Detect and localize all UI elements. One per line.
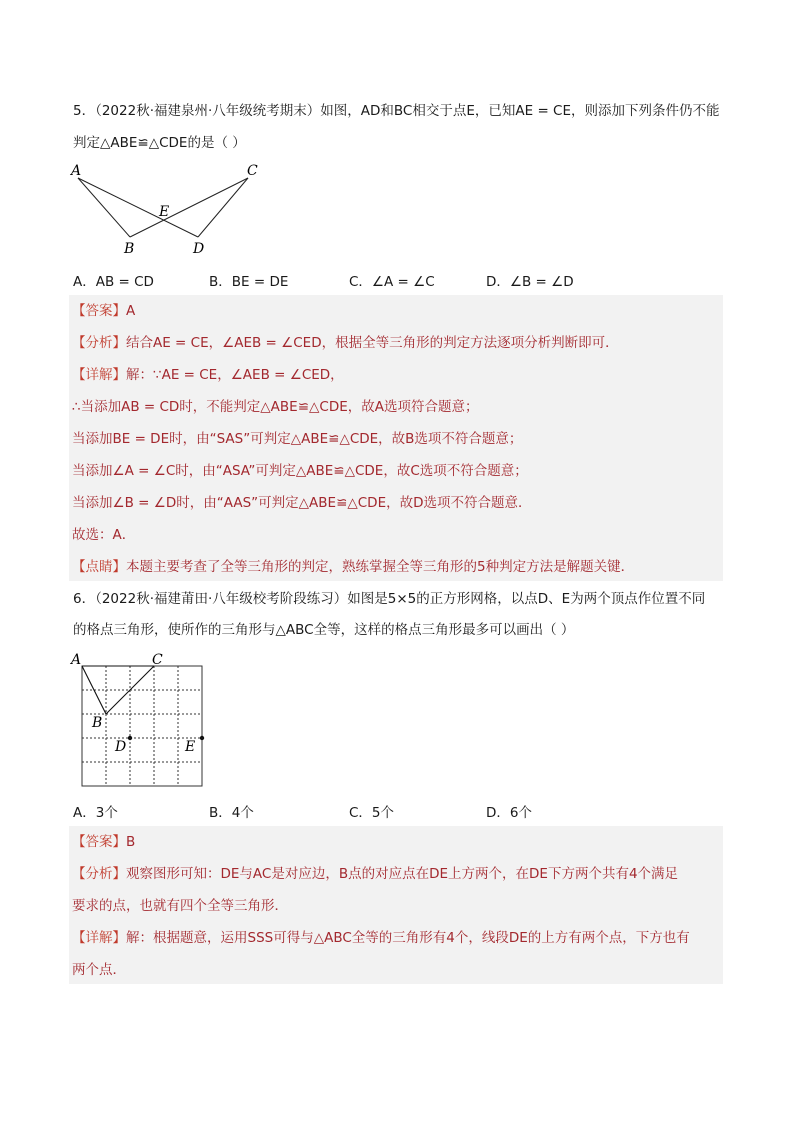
detail-text: 解：根据题意，运用SSS可得与△ABC全等的三角形有4个，线段DE的上方有两个点，下方也有 bbox=[126, 930, 690, 946]
comment-text: 本题主要考查了全等三角形的判定，熟练掌握全等三角形的5种判定方法是解题关键． bbox=[126, 559, 635, 575]
q5-label-C: C bbox=[247, 163, 258, 179]
q6-label-B: B bbox=[92, 715, 103, 731]
q5-answer bbox=[72, 301, 135, 321]
q6-label-D: D bbox=[115, 739, 127, 755]
q6-option-d[interactable]: D．6个 bbox=[486, 805, 532, 821]
q6-option-b[interactable]: B．4个 bbox=[209, 805, 254, 821]
q5-label-A: A bbox=[71, 163, 82, 179]
q5-stem-line1: 5．（2022秋·福建泉州·八年级统考期末）如图，AD和BC相交于点E，已知AE = CE，则添加下列条件仍不能 bbox=[73, 103, 720, 119]
q6-label-A: A bbox=[71, 652, 82, 668]
detail-text: 解：∵AE = CE，∠AEB = ∠CED， bbox=[126, 367, 344, 383]
analysis-tag: 【分析】 bbox=[72, 335, 126, 351]
q5-option-a[interactable]: A．AB = CD bbox=[73, 274, 154, 290]
q5-analysis bbox=[72, 333, 619, 353]
q6-analysis-line1 bbox=[72, 864, 678, 884]
q5-option-d[interactable]: D．∠B = ∠D bbox=[486, 274, 574, 290]
q5-figure bbox=[68, 160, 268, 260]
q6-grid-figure bbox=[68, 648, 208, 793]
q5-detail-line2: ∴当添加AB = CD时，不能判定△ABE≌△CDE，故A选项符合题意； bbox=[72, 399, 479, 415]
q5-option-c[interactable]: C．∠A = ∠C bbox=[349, 274, 435, 290]
q6-solution-box bbox=[69, 826, 723, 984]
q5-comment bbox=[72, 557, 634, 577]
q6-point-D bbox=[128, 736, 132, 740]
q6-option-a[interactable]: A．3个 bbox=[73, 805, 118, 821]
q6-analysis-line2: 要求的点，也就有四个全等三角形． bbox=[72, 898, 288, 914]
answer-value: B bbox=[126, 834, 136, 850]
analysis-text: 结合AE = CE，∠AEB = ∠CED，根据全等三角形的判定方法逐项分析判断即可． bbox=[126, 335, 619, 351]
q5-label-B: B bbox=[124, 241, 135, 257]
q6-point-E bbox=[200, 736, 204, 740]
q5-label-E: E bbox=[159, 204, 170, 220]
answer-tag: 【答案】 bbox=[72, 834, 126, 850]
q6-stem-line1: 6．（2022秋·福建莆田·八年级校考阶段练习）如图是5×5的正方形网格，以点D、E为两个顶点作位置不同 bbox=[73, 591, 706, 607]
q5-detail-line1 bbox=[72, 365, 344, 385]
analysis-text: 观察图形可知：DE与AC是对应边，B点的对应点在DE上方两个，在DE下方两个共有4个满足 bbox=[126, 866, 679, 882]
q5-detail-line3: 当添加BE = DE时，由“SAS”可判定△ABE≌△CDE，故B选项不符合题意； bbox=[72, 431, 523, 447]
q5-detail-line5: 当添加∠B = ∠D时，由“AAS”可判定△ABE≌△CDE，故D选项不符合题意． bbox=[72, 495, 532, 511]
q5-segment-AD bbox=[78, 178, 198, 237]
detail-tag: 【详解】 bbox=[72, 930, 126, 946]
q5-solution-box bbox=[69, 295, 723, 581]
q6-answer bbox=[72, 832, 135, 852]
q6-detail-line2: 两个点． bbox=[72, 962, 126, 978]
q5-segment-AB bbox=[78, 178, 130, 237]
detail-tag: 【详解】 bbox=[72, 367, 126, 383]
q5-detail-line4: 当添加∠A = ∠C时，由“ASA”可判定△ABE≌△CDE，故C选项不符合题意； bbox=[72, 463, 528, 479]
q5-segment-CB bbox=[130, 178, 248, 237]
answer-tag: 【答案】 bbox=[72, 303, 126, 319]
q5-stem-line2: 判定△ABE≌△CDE的是（ ） bbox=[73, 135, 246, 151]
analysis-tag: 【分析】 bbox=[72, 866, 126, 882]
q6-stem-line2: 的格点三角形，使所作的三角形与△ABC全等，这样的格点三角形最多可以画出（ ） bbox=[73, 622, 575, 638]
q6-option-c[interactable]: C．5个 bbox=[349, 805, 395, 821]
q5-option-b[interactable]: B．BE = DE bbox=[209, 274, 289, 290]
comment-tag: 【点睛】 bbox=[72, 559, 126, 575]
q6-label-E: E bbox=[185, 739, 196, 755]
q5-detail-line6: 故选：A． bbox=[72, 527, 136, 543]
answer-value: A bbox=[126, 303, 136, 319]
q5-label-D: D bbox=[193, 241, 205, 257]
q6-label-C: C bbox=[152, 652, 163, 668]
q6-detail-line1 bbox=[72, 928, 690, 948]
q5-segment-CD bbox=[198, 178, 248, 237]
